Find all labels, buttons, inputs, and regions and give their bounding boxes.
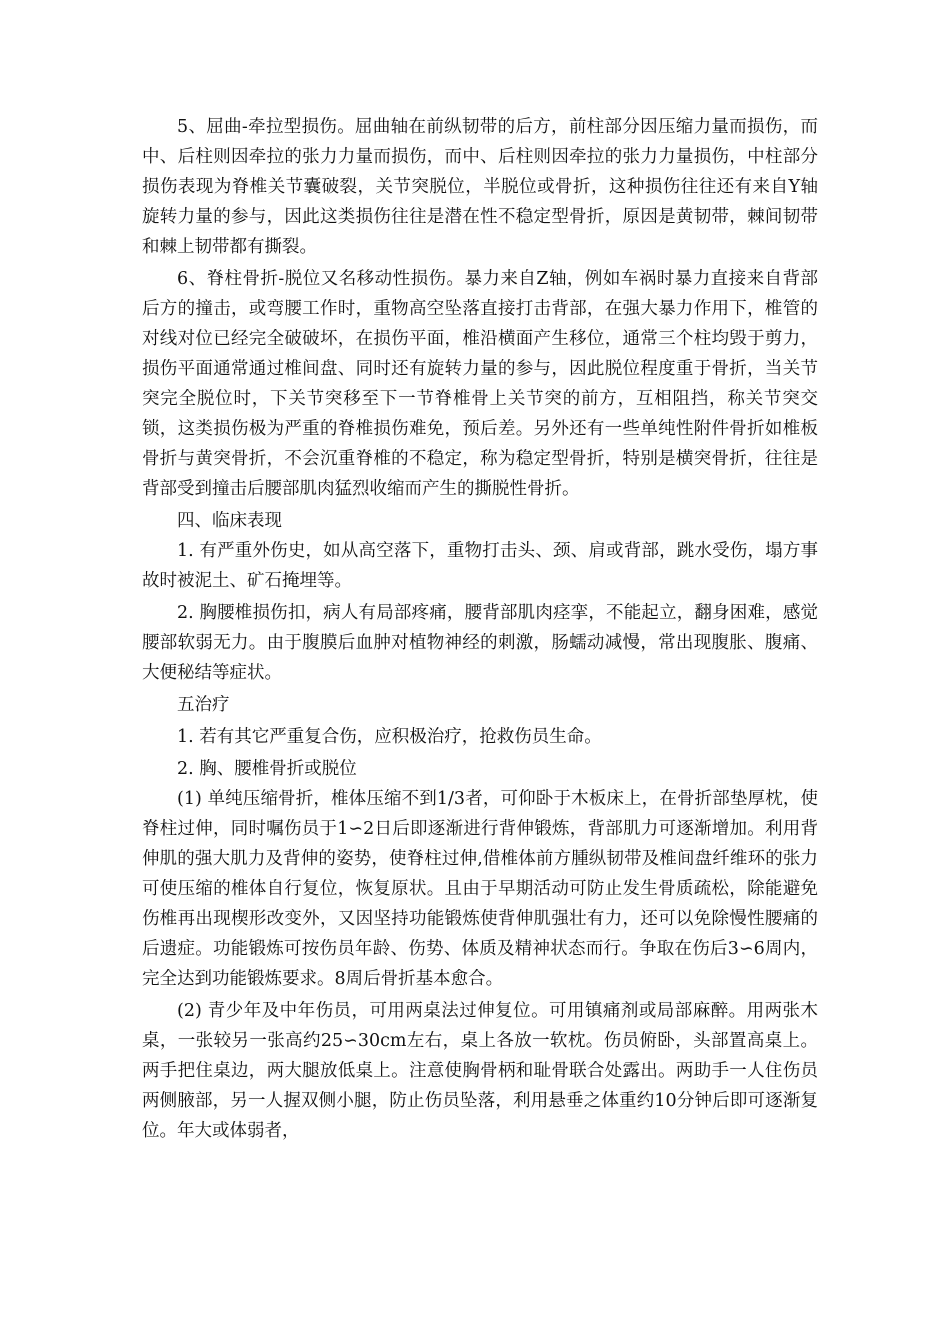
sub-list-item: (2) 青少年及中年伤员，可用两桌法过伸复位。可用镇痛剂或局部麻醉。用两张木桌，一张较另一张高约25∽30cm左右，桌上各放一软枕。伤员俯卧，头部置高桌上。两手把住桌边，两大腿放低桌上。注意使胸骨柄和耻骨联合处露出。两助手一人住伤员两侧腋部，另一人握双侧小腿，防止伤员坠落，利用悬垂之体重约10分钟后即可逐渐复位。年大或体弱者，: [142, 1001, 818, 1141]
paragraph-flexion-distraction-injury: 5、屈曲-牵拉型损伤。屈曲轴在前纵韧带的后方，前柱部分因压缩力量而损伤，而中、后柱则因牵拉的张力力量而损伤，而中、后柱则因牵拉的张力力量损伤，中柱部分损伤表现为脊椎关节囊破裂，关节突脱位，半脱位或骨折，这种损伤往往还有来自Y轴旋转力量的参与，因此这类损伤往往是潜在性不稳定型骨折，原因是黄韧带，棘间韧带和棘上韧带都有撕裂。: [142, 117, 818, 257]
list-item: 1. 有严重外伤史，如从高空落下，重物打击头、颈、肩或背部，跳水受伤，塌方事故时被泥土、矿石掩埋等。: [142, 541, 818, 591]
section-heading-treatment: 五治疗: [177, 695, 230, 715]
document-page: [142, 112, 818, 1146]
list-item: 2. 胸腰椎损伤扣，病人有局部疼痛，腰背部肌肉痉挛，不能起立，翻身困难，感觉腰部软弱无力。由于腹膜后血肿对植物神经的刺激，肠蠕动减慢，常出现腹胀、腹痛、大便秘结等症状。: [142, 603, 818, 683]
sub-list-item: (1) 单纯压缩骨折，椎体压缩不到1/3者，可仰卧于木板床上，在骨折部垫厚枕，使脊柱过伸，同时嘱伤员于1∽2日后即逐渐进行背伸锻炼，背部肌力可逐渐增加。利用背伸肌的强大肌力及背伸的姿势，使脊柱过伸,借椎体前方腫纵韧带及椎间盘纤维环的张力可使压缩的椎体自行复位，恢复原状。且由于早期活动可防止发生骨质疏松，除能避免伤椎再出现楔形改变外，又因坚持功能锻炼使背伸肌强壮有力，还可以免除慢性腰痛的后遗症。功能锻炼可按伤员年龄、伤势、体质及精神状态而行。争取在伤后3∽6周内，完全达到功能锻炼要求。8周后骨折基本愈合。: [142, 789, 818, 989]
section-heading-clinical-manifestations: 四、临床表现: [177, 511, 282, 531]
paragraph-fracture-dislocation: 6、脊柱骨折-脱位又名移动性损伤。暴力来自Z轴，例如车祸时暴力直接来自背部后方的撞击，或弯腰工作时，重物高空坠落直接打击背部，在强大暴力作用下，椎管的对线对位已经完全破破坏，在损伤平面，椎沿横面产生移位，通常三个柱均毁于剪力，损伤平面通常通过椎间盘、同时还有旋转力量的参与，因此脱位程度重于骨折，当关节突完全脱位时，下关节突移至下一节脊椎骨上关节突的前方，互相阻挡，称关节突交锁，这类损伤极为严重的脊椎损伤难免，预后差。另外还有一些单纯性附件骨折如椎板骨折与黄突骨折，不会沉重脊椎的不稳定，称为稳定型骨折，特别是横突骨折，往往是背部受到撞击后腰部肌肉猛烈收缩而产生的撕脱性骨折。: [142, 269, 818, 499]
list-item: 1. 若有其它严重复合伤，应积极治疗，抢救伤员生命。: [177, 727, 602, 747]
list-item: 2. 胸、腰椎骨折或脱位: [177, 759, 357, 779]
